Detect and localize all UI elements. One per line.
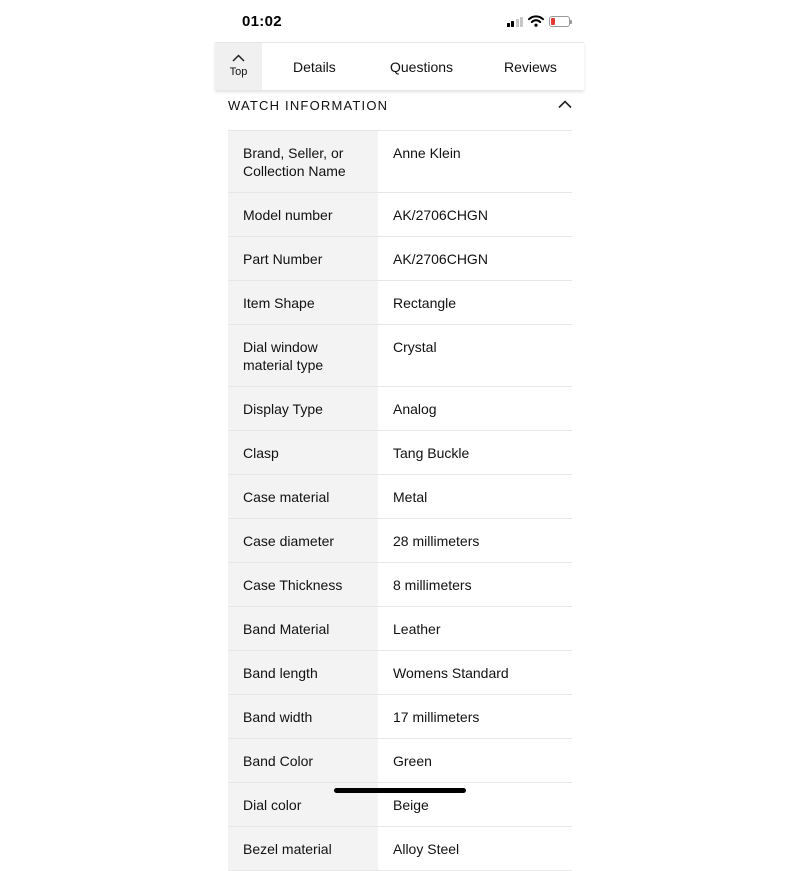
phone-screen bbox=[215, 0, 584, 857]
tab-reviews[interactable]: Reviews bbox=[504, 59, 557, 75]
battery-low-icon bbox=[549, 16, 570, 27]
spec-key: Case material bbox=[228, 475, 378, 518]
spec-key: Dial window material type bbox=[228, 325, 378, 386]
back-to-top-button[interactable] bbox=[215, 43, 262, 90]
spec-key: Clasp bbox=[228, 431, 378, 474]
table-row bbox=[228, 387, 572, 431]
spec-key: Item Shape bbox=[228, 281, 378, 324]
spec-value: AK/2706CHGN bbox=[393, 251, 488, 267]
status-time: 01:02 bbox=[242, 13, 282, 30]
table-row bbox=[228, 193, 572, 237]
table-row bbox=[228, 237, 572, 281]
table-row bbox=[228, 519, 572, 563]
spec-value: AK/2706CHGN bbox=[393, 207, 488, 223]
spec-value: Rectangle bbox=[393, 295, 457, 311]
spec-value: 17 millimeters bbox=[393, 709, 480, 725]
watch-information-table bbox=[228, 130, 572, 871]
spec-value: Alloy Steel bbox=[393, 841, 460, 857]
status-icons bbox=[507, 14, 571, 28]
table-row bbox=[228, 131, 572, 193]
spec-key: Case diameter bbox=[228, 519, 378, 562]
spec-key: Brand, Seller, or Collection Name bbox=[228, 131, 378, 192]
spec-value: Leather bbox=[393, 621, 441, 637]
table-row bbox=[228, 739, 572, 783]
tab-details[interactable]: Details bbox=[293, 59, 336, 75]
spec-key: Case Thickness bbox=[228, 563, 378, 606]
spec-key: Dial color bbox=[228, 783, 378, 826]
table-row bbox=[228, 325, 572, 387]
table-row bbox=[228, 281, 572, 325]
spec-key: Display Type bbox=[228, 387, 378, 430]
spec-key: Band Color bbox=[228, 739, 378, 782]
table-row bbox=[228, 651, 572, 695]
table-row bbox=[228, 827, 572, 871]
wifi-icon bbox=[528, 15, 544, 27]
table-row bbox=[228, 695, 572, 739]
table-row bbox=[228, 475, 572, 519]
section-tab-bar bbox=[215, 42, 584, 90]
watch-information-header[interactable] bbox=[215, 90, 584, 130]
spec-value: Beige bbox=[393, 797, 429, 813]
home-indicator[interactable] bbox=[334, 788, 466, 793]
table-row bbox=[228, 607, 572, 651]
back-to-top-label: Top bbox=[229, 66, 248, 78]
spec-value: Anne Klein bbox=[393, 145, 461, 161]
spec-value: Analog bbox=[393, 401, 437, 417]
spec-value: Crystal bbox=[393, 339, 437, 355]
spec-value: Green bbox=[393, 753, 432, 769]
spec-key: Band Material bbox=[228, 607, 378, 650]
spec-key: Model number bbox=[228, 193, 378, 236]
cellular-signal-icon bbox=[507, 16, 524, 27]
status-bar bbox=[215, 0, 584, 42]
spec-key: Band width bbox=[228, 695, 378, 738]
chevron-up-icon bbox=[232, 54, 245, 62]
section-title: WATCH INFORMATION bbox=[228, 98, 389, 113]
spec-value: Tang Buckle bbox=[393, 445, 470, 461]
table-row bbox=[228, 563, 572, 607]
spec-value: Metal bbox=[393, 489, 428, 505]
spec-key: Bezel material bbox=[228, 827, 378, 870]
spec-key: Part Number bbox=[228, 237, 378, 280]
chevron-up-icon[interactable] bbox=[557, 99, 573, 109]
spec-value: 28 millimeters bbox=[393, 533, 480, 549]
table-row bbox=[228, 431, 572, 475]
spec-key: Band length bbox=[228, 651, 378, 694]
spec-value: Womens Standard bbox=[393, 665, 509, 681]
tab-questions[interactable]: Questions bbox=[390, 59, 454, 75]
spec-value: 8 millimeters bbox=[393, 577, 472, 593]
